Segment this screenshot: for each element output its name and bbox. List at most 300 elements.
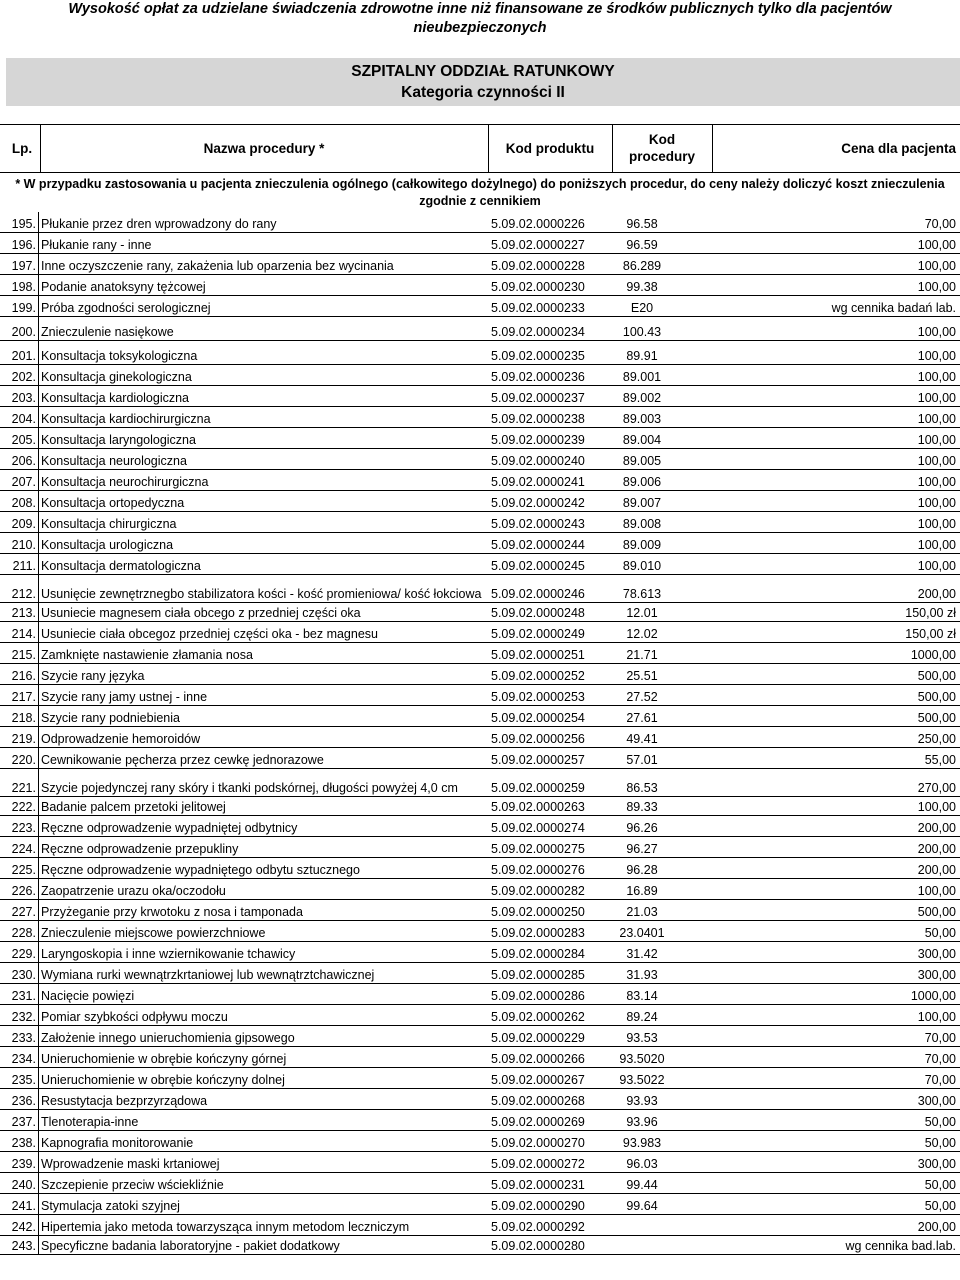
procedure-code: 23.0401 [619,926,665,940]
table-row [0,386,960,407]
table-row [0,254,960,275]
procedure-name: Płukanie przez dren wprowadzony do rany [41,217,277,231]
header-name: Nazwa procedury * [203,140,325,156]
procedure-code: 89.010 [622,559,662,573]
table-row [0,1194,960,1215]
product-code: 5.09.02.0000233 [491,301,585,315]
procedure-name: Zamknięte nastawienie złamania nosa [41,648,253,662]
product-code: 5.09.02.0000269 [491,1115,585,1129]
patient-price: 100,00 [917,412,956,426]
table-row [0,1026,960,1047]
patient-price: 100,00 [917,800,956,814]
table-row [0,963,960,984]
procedure-name-cell [38,1047,488,1067]
procedure-code: 99.44 [626,1178,658,1192]
procedure-name-cell [38,769,488,796]
product-code: 5.09.02.0000246 [491,587,585,601]
procedure-name-cell [38,470,488,490]
procedure-name: Hipertemia jako metoda towarzysząca innym metodom leczniczym [41,1220,410,1234]
patient-price: 100,00 [917,349,956,363]
patient-price: 270,00 [917,781,956,795]
procedure-name: Konsultacja neurochirurgiczna [41,475,209,489]
patient-price: 100,00 [917,259,956,273]
procedure-code: 89.006 [622,475,662,489]
row-number: 231. [11,989,36,1003]
patient-price: 50,00 [924,1136,956,1150]
section-banner [6,58,960,106]
patient-price: 100,00 [917,280,956,294]
product-code: 5.09.02.0000248 [491,606,585,620]
row-number: 236. [11,1094,36,1108]
product-code: 5.09.02.0000253 [491,690,585,704]
table-row [0,1152,960,1173]
row-number: 230. [11,968,36,982]
procedure-name-cell [38,317,488,340]
table-row [0,1110,960,1131]
procedure-name-cell [38,1194,488,1214]
patient-price: 100,00 [917,884,956,898]
patient-price: 150,00 zł [905,627,956,641]
table-row [0,428,960,449]
patient-price: 70,00 [924,1031,956,1045]
table-row [0,554,960,575]
product-code: 5.09.02.0000249 [491,627,585,641]
procedure-code: 27.52 [626,690,658,704]
patient-price: 50,00 [924,926,956,940]
procedure-name: Ręczne odprowadzenie wypadniętej odbytnicy [41,821,298,835]
patient-price: 250,00 [917,732,956,746]
procedure-name: Konsultacja kardiologiczna [41,391,190,405]
patient-price: 200,00 [917,842,956,856]
product-code: 5.09.02.0000282 [491,884,585,898]
product-code: 5.09.02.0000254 [491,711,585,725]
procedure-name-cell [38,575,488,602]
patient-price: 200,00 [917,863,956,877]
product-code: 5.09.02.0000227 [491,238,585,252]
row-number: 204. [11,412,36,426]
procedure-code: 96.27 [626,842,658,856]
product-code: 5.09.02.0000250 [491,905,585,919]
table-row [0,816,960,837]
table-row [0,1089,960,1110]
procedure-code: 99.64 [626,1199,658,1213]
procedure-name-cell [38,921,488,941]
table-row [0,512,960,533]
procedure-name-cell [38,254,488,274]
patient-price: 300,00 [917,947,956,961]
procedure-code: 31.93 [626,968,658,982]
patient-price: 100,00 [917,517,956,531]
procedure-code: 89.002 [622,391,662,405]
procedure-name-cell [38,837,488,857]
table-row [0,1047,960,1068]
table-row [0,706,960,727]
procedure-code: 93.983 [622,1136,662,1150]
procedure-name-cell [38,643,488,663]
procedure-name: Tlenoterapia-inne [41,1115,139,1129]
procedure-code: 93.5020 [619,1052,665,1066]
procedure-code: 93.93 [626,1094,658,1108]
procedure-name: Szczepienie przeciw wściekliźnie [41,1178,224,1192]
product-code: 5.09.02.0000292 [491,1220,585,1234]
patient-price: 300,00 [917,1094,956,1108]
product-code: 5.09.02.0000228 [491,259,585,273]
procedure-name-cell [38,341,488,364]
procedure-name: Szycie rany języka [41,669,145,683]
procedure-name-cell [38,879,488,899]
patient-price: 200,00 [917,1220,956,1234]
row-number: 223. [11,821,36,835]
table-row [0,748,960,769]
product-code: 5.09.02.0000234 [491,325,585,339]
procedure-name: Badanie palcem przetoki jelitowej [41,800,226,814]
product-code: 5.09.02.0000274 [491,821,585,835]
patient-price: 100,00 [917,238,956,252]
procedure-name: Znieczulenie nasiękowe [41,325,174,339]
product-code: 5.09.02.0000256 [491,732,585,746]
procedure-code: 89.91 [626,349,658,363]
row-number: 237. [11,1115,36,1129]
product-code: 5.09.02.0000262 [491,1010,585,1024]
patient-price: 100,00 [917,433,956,447]
row-number: 196. [11,238,36,252]
product-code: 5.09.02.0000275 [491,842,585,856]
product-code: 5.09.02.0000280 [491,1239,585,1253]
procedure-name: Szycie rany jamy ustnej - inne [41,690,208,704]
procedure-name-cell [38,491,488,511]
procedure-name-cell [38,365,488,385]
procedure-code: 89.24 [626,1010,658,1024]
row-number: 216. [11,669,36,683]
patient-price: 50,00 [924,1178,956,1192]
row-number: 240. [11,1178,36,1192]
procedure-name: Unieruchomienie w obrębie kończyny dolnej [41,1073,285,1087]
procedure-code: 57.01 [626,753,658,767]
header-procedure-code: Kod procedury [629,132,696,164]
procedure-code: 27.61 [626,711,658,725]
row-number: 213. [11,606,36,620]
table-row [0,1215,960,1236]
procedure-code: 16.89 [626,884,658,898]
table-row [0,942,960,963]
table-row [0,212,960,233]
row-number: 210. [11,538,36,552]
product-code: 5.09.02.0000240 [491,454,585,468]
procedure-name: Konsultacja urologiczna [41,538,174,552]
table-row [0,879,960,900]
table-row [0,900,960,921]
product-code: 5.09.02.0000241 [491,475,585,489]
procedure-code: 89.007 [622,496,662,510]
procedure-name: Przyżeganie przy krwotoku z nosa i tamponada [41,905,303,919]
patient-price: 200,00 [917,821,956,835]
product-code: 5.09.02.0000272 [491,1157,585,1171]
header-divider [488,124,489,172]
procedure-table-body [0,212,960,1255]
procedure-name-cell [38,622,488,642]
product-code: 5.09.02.0000230 [491,280,585,294]
procedure-name-cell [38,449,488,469]
procedure-name-cell [38,900,488,920]
patient-price: 100,00 [917,538,956,552]
procedure-name-cell [38,1089,488,1109]
procedure-name: Konsultacja kardiochirurgiczna [41,412,211,426]
row-number: 232. [11,1010,36,1024]
product-code: 5.09.02.0000286 [491,989,585,1003]
product-code: 5.09.02.0000257 [491,753,585,767]
product-code: 5.09.02.0000259 [491,781,585,795]
procedure-code: 89.33 [626,800,658,814]
product-code: 5.09.02.0000237 [491,391,585,405]
table-row [0,275,960,296]
table-row [0,407,960,428]
product-code: 5.09.02.0000266 [491,1052,585,1066]
product-code: 5.09.02.0000268 [491,1094,585,1108]
patient-price: 300,00 [917,1157,956,1171]
table-row [0,449,960,470]
procedure-name: Płukanie rany - inne [41,238,152,252]
row-number: 242. [11,1220,36,1234]
header-divider [712,124,713,172]
procedure-code: 86.53 [626,781,658,795]
patient-price: 1000,00 [910,989,956,1003]
product-code: 5.09.02.0000251 [491,648,585,662]
procedure-code: 93.96 [626,1115,658,1129]
row-number: 235. [11,1073,36,1087]
table-row [0,921,960,942]
procedure-name-cell [38,963,488,983]
product-code: 5.09.02.0000239 [491,433,585,447]
product-code: 5.09.02.0000226 [491,217,585,231]
procedure-name-cell [38,296,488,316]
table-row [0,296,960,317]
row-number: 241. [11,1199,36,1213]
procedure-name-cell [38,386,488,406]
product-code: 5.09.02.0000235 [491,349,585,363]
row-number: 234. [11,1052,36,1066]
procedure-code: 96.26 [626,821,658,835]
procedure-name-cell [38,984,488,1004]
table-row [0,622,960,643]
product-code: 5.09.02.0000283 [491,926,585,940]
row-number: 239. [11,1157,36,1171]
table-row [0,1005,960,1026]
table-header [0,124,960,172]
category-title: Kategoria czynności II [401,84,565,101]
table-row [0,664,960,685]
patient-price: 70,00 [924,1073,956,1087]
procedure-name-cell [38,1236,488,1254]
patient-price: 300,00 [917,968,956,982]
procedure-name: Pomiar szybkości odpływu moczu [41,1010,228,1024]
procedure-code: 89.004 [622,433,662,447]
procedure-name-cell [38,942,488,962]
procedure-name-cell [38,858,488,878]
procedure-code: 89.003 [622,412,662,426]
table-row [0,1131,960,1152]
row-number: 228. [11,926,36,940]
procedure-code: 93.5022 [619,1073,665,1087]
product-code: 5.09.02.0000267 [491,1073,585,1087]
row-number: 203. [11,391,36,405]
product-code: 5.09.02.0000276 [491,863,585,877]
procedure-name-cell [38,1110,488,1130]
procedure-name: Znieczulenie miejscowe powierzchniowe [41,926,266,940]
row-number: 206. [11,454,36,468]
procedure-name-cell [38,685,488,705]
procedure-code: 89.009 [622,538,662,552]
procedure-code: 86.289 [622,259,662,273]
table-row [0,470,960,491]
procedure-code: 96.03 [626,1157,658,1171]
row-number: 201. [11,349,36,363]
anesthesia-note: * W przypadku zastosowania u pacjenta znieczulenia ogólnego (całkowitego dożylnego) do poniższych procedur, do ceny należy doliczyć koszt znieczulenia zgodnie z cennikiem [15,177,945,208]
procedure-code: 96.58 [626,217,658,231]
procedure-name-cell [38,603,488,621]
procedure-name-cell [38,816,488,836]
procedure-name: Konsultacja dermatologiczna [41,559,201,573]
row-number: 220. [11,753,36,767]
row-number: 229. [11,947,36,961]
patient-price: 150,00 zł [905,606,956,620]
table-row [0,837,960,858]
patient-price: 55,00 [924,753,956,767]
procedure-name: Cewnikowanie pęcherza przez cewkę jednorazowe [41,753,324,767]
header-lp: Lp. [11,140,33,156]
procedure-code: 83.14 [626,989,658,1003]
procedure-name: Stymulacja zatoki szyjnej [41,1199,180,1213]
row-number: 226. [11,884,36,898]
patient-price: 100,00 [917,496,956,510]
row-number: 215. [11,648,36,662]
procedure-name: Usuniecie ciała obcegoz przedniej części oka - bez magnesu [41,627,378,641]
row-number: 222. [11,800,36,814]
table-row [0,233,960,254]
table-row [0,643,960,664]
product-code: 5.09.02.0000242 [491,496,585,510]
row-number: 198. [11,280,36,294]
row-number: 195. [11,217,36,231]
procedure-name: Nacięcie powięzi [41,989,135,1003]
header-price: Cena dla pacjenta [841,140,956,156]
procedure-code: 89.005 [622,454,662,468]
procedure-name-cell [38,533,488,553]
procedure-name: Zaopatrzenie urazu oka/oczodołu [41,884,226,898]
product-code: 5.09.02.0000245 [491,559,585,573]
product-code: 5.09.02.0000243 [491,517,585,531]
procedure-name-cell [38,1131,488,1151]
patient-price: 1000,00 [910,648,956,662]
procedure-name: Szycie rany podniebienia [41,711,180,725]
procedure-code: 100.43 [622,325,662,339]
procedure-name: Usuniecie magnesem ciała obcego z przedniej części oka [41,606,361,620]
procedure-name: Konsultacja chirurgiczna [41,517,177,531]
procedure-name: Założenie innego unieruchomienia gipsowego [41,1031,295,1045]
patient-price: 50,00 [924,1199,956,1213]
procedure-code: 21.71 [626,648,658,662]
procedure-name-cell [38,554,488,574]
patient-price: 50,00 [924,1115,956,1129]
procedure-code: 25.51 [626,669,658,683]
row-number: 212. [11,587,36,601]
header-bottom-border [0,172,960,173]
procedure-name: Resustytacja bezprzyrządowa [41,1094,208,1108]
row-number: 221. [11,781,36,795]
procedure-name-cell [38,727,488,747]
row-number: 218. [11,711,36,725]
patient-price: 100,00 [917,559,956,573]
table-row [0,575,960,603]
table-row [0,1068,960,1089]
procedure-name-cell [38,1005,488,1025]
row-number: 205. [11,433,36,447]
table-row [0,1173,960,1194]
procedure-code: 96.28 [626,863,658,877]
row-number: 225. [11,863,36,877]
patient-price: 500,00 [917,669,956,683]
document-title: Wysokość opłat za udzielane świadczenia zdrowotne inne niż finansowane ze środków publicznych tylko dla pacjentów nieubezpieczonych [68,1,892,36]
procedure-name: Wymiana rurki wewnątrzkrtaniowej lub wewnątrztchawicznej [41,968,375,982]
procedure-code: 89.008 [622,517,662,531]
product-code: 5.09.02.0000236 [491,370,585,384]
procedure-code: 96.59 [626,238,658,252]
procedure-name: Inne oczyszczenie rany, zakażenia lub oparzenia bez wycinania [41,259,394,273]
row-number: 217. [11,690,36,704]
table-row [0,365,960,386]
procedure-name-cell [38,212,488,232]
patient-price: wg cennika bad.lab. [845,1239,956,1253]
procedure-name: Kapnografia monitorowanie [41,1136,194,1150]
product-code: 5.09.02.0000290 [491,1199,585,1213]
header-product-code: Kod produktu [505,140,595,156]
table-row [0,491,960,512]
procedure-name: Usunięcie zewnętrznegbo stabilizatora kości - kość promieniowa/ kość łokciowa [41,587,482,601]
procedure-name: Laryngoskopia i inne wziernikowanie tchawicy [41,947,296,961]
table-row [0,685,960,706]
procedure-name-cell [38,275,488,295]
procedure-code: 89.001 [622,370,662,384]
patient-price: 70,00 [924,1052,956,1066]
patient-price: 100,00 [917,1010,956,1024]
table-row [0,603,960,622]
procedure-name-cell [38,428,488,448]
product-code: 5.09.02.0000285 [491,968,585,982]
procedure-code: 31.42 [626,947,658,961]
table-row [0,858,960,879]
procedure-name: Szycie pojedynczej rany skóry i tkanki podskórnej, długości powyżej 4,0 cm [41,781,458,795]
procedure-name: Konsultacja toksykologiczna [41,349,198,363]
product-code: 5.09.02.0000270 [491,1136,585,1150]
patient-price: 100,00 [917,325,956,339]
row-number: 224. [11,842,36,856]
patient-price: 500,00 [917,711,956,725]
procedure-code: 99.38 [626,280,658,294]
row-number: 197. [11,259,36,273]
procedure-name: Unieruchomienie w obrębie kończyny górnej [41,1052,287,1066]
product-code: 5.09.02.0000263 [491,800,585,814]
procedure-code: 93.53 [626,1031,658,1045]
patient-price: 100,00 [917,454,956,468]
row-number: 243. [11,1239,36,1253]
procedure-name: Konsultacja ortopedyczna [41,496,185,510]
table-row [0,769,960,797]
table-row [0,341,960,365]
patient-price: 200,00 [917,587,956,601]
row-number: 208. [11,496,36,510]
table-row [0,317,960,341]
procedure-code: 78.613 [622,587,662,601]
table-row [0,984,960,1005]
